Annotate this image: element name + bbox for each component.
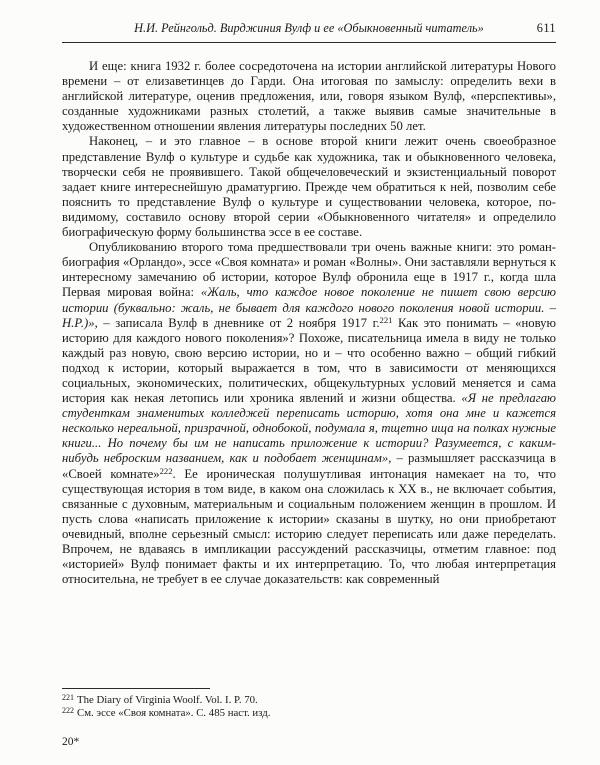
running-title: Н.И. Рейнгольд. Вирджиния Вулф и ее «Обыкновенный читатель» [134,21,484,35]
footnote-text: The Diary of Virginia Woolf. Vol. I. P. 70. [77,693,258,706]
page-footer [62,682,556,749]
body-text [62,59,556,682]
print-signature: 20* [62,736,80,748]
footnote-marker: 222 [62,706,74,716]
footnote-separator-rule [62,688,210,689]
running-header [62,21,556,43]
header-row [62,21,556,35]
paragraph-second-book-concept: Наконец, – и это главное – в основе второй книги лежит очень своеобразное представление Вулф о культуре и судьбе как художника, так и обыкновенного человека, творчески себя не проявившего. Такой общечеловеческий и экзистенциальный поворот задает книге интереснейшую драматургию. Прежде чем обратиться к ней, позволим себе пояснить то представление Вулф о культуре и существовании человека, которое, по-видимому, составило основу второй серии «Обыкновенного читателя» и определило биографическую форму большинства эссе в ее составе. [62,134,556,240]
header-rule [62,42,556,43]
footnote-221 [62,694,556,708]
page-number: 611 [536,21,556,35]
paragraph-three-books-history: Опубликованию второго тома предшествовали три очень важные книги: это роман-биография «Орландо», эссе «Своя комната» и роман «Волны». Они заставляли вернуться к интересному замечанию об истории, которое Вулф обронила еще в 1917 г., когда шла Первая мировая война: «Жаль, что каждое новое поколение не пишет свою версию истории (буквально: жаль, не бывает для каждого нового поколения новой истории. – Н.Р.)», – записала Вулф в дневнике от 2 ноября 1917 г.$^{221}$ Как это понимать – «новую историю для каждого нового поколения»? Похоже, писательница имела в виду не только каждый раз новую, свою версию истории, но и – что особенно важно – общий гибкий подход к истории, который выражается в том, что в зависимости от меняющихся социальных, экономических, политических, общекультурных условий меняется и сама история как некая летопись или хроника явлений и жизни общества. «Я не предлагаю студенткам знаменитых колледжей переписать историю, хотя она мне и кажется несколько нереальной, призрачной, однобокой, подумала я, тщетно ища на полках нужные книги... Но почему бы им не написать приложение к истории? Разумеется, с каким-нибудь неброским названием, как и подобает женщинам», – размышляет рассказчица в «Своей комнате»$^{222}$. Ее ироническая полушутливая интонация намекает на то, что существующая история в том виде, в каком она сложилась к ХХ в., не включает события, связанные с духовным, материальным и социальным положением женщин в прошлом. И пусть слова «написать приложение к истории» сказаны в шутку, но они приобретают очевидный, вполне серьезный смысл: историю следует переписать или даже переделать. Впрочем, не вдаваясь в импликации рассуждений рассказчицы, отметим главное: под «историей» Вулф понимает факты и их интерпретацию. То, что любая интерпретация относительна, не требует в ее случае доказательств: как современный [62,240,556,587]
paragraph-overview-1932: И еще: книга 1932 г. более сосредоточена на истории английской литературы Нового времени – от елизаветинцев до Гарди. Она итоговая по замыслу: определить вехи в английской литературе, оценив предложения, или, говоря языком Вулф, «перспективы», созданные художниками разных столетий, а также выявив самые значительные в художественном отношении явления литературы последних 50 лет. [62,59,556,134]
footnote-text: См. эссе «Своя комната». С. 485 наст. изд. [77,707,271,720]
footnote-222 [62,707,556,721]
footnote-marker: 221 [62,692,74,702]
